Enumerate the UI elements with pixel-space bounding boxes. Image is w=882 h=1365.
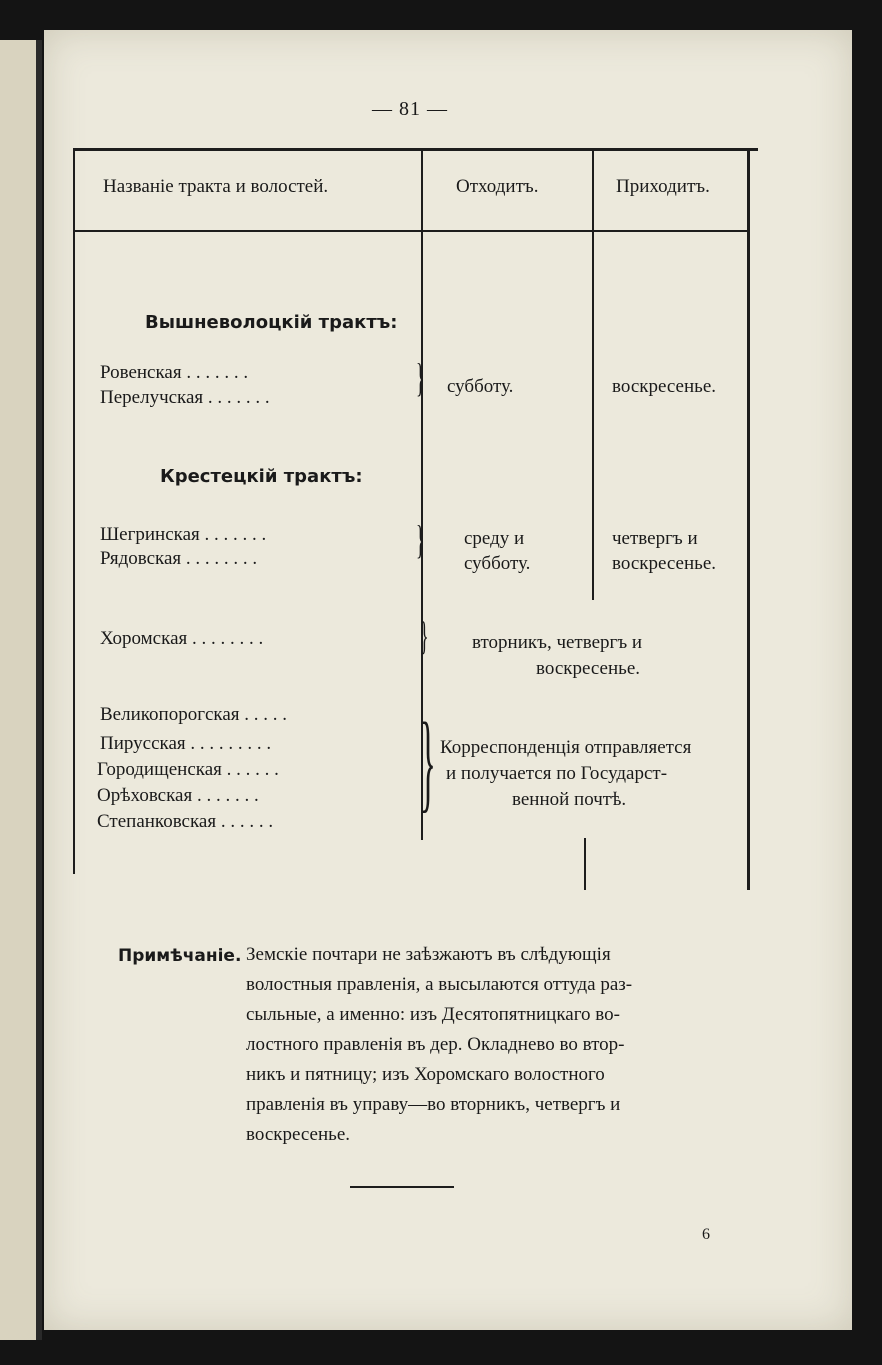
page-number: — 81 — bbox=[372, 98, 448, 120]
schedule-cell: воскресенье. bbox=[536, 658, 640, 679]
note-line: лостного правленія въ дер. Окладнево во втор- bbox=[246, 1034, 625, 1055]
note-line: Земскіе почтари не заѣзжаютъ въ слѣдующія bbox=[246, 944, 611, 965]
header-departs: Отходитъ. bbox=[456, 176, 539, 197]
signature-mark: 6 bbox=[702, 1226, 710, 1243]
schedule-cell: и получается по Государст- bbox=[446, 763, 668, 784]
schedule-cell: Корреспонденція отправляется bbox=[440, 737, 692, 758]
brace: } bbox=[416, 355, 425, 400]
brace: } bbox=[420, 613, 429, 658]
header-arrives: Приходитъ. bbox=[616, 176, 710, 197]
note-text bbox=[246, 940, 756, 1150]
note-line: волостныя правленія, а высылаются оттуда раз- bbox=[246, 974, 633, 995]
table-row: Хоромская . . . . . . . . bbox=[100, 628, 264, 649]
table-row: Рядовская . . . . . . . . bbox=[100, 548, 258, 569]
arrives-cell: четвергъ и bbox=[612, 528, 698, 549]
departs-cell: среду и bbox=[464, 528, 525, 549]
schedule-cell: вторникъ, четвергъ и bbox=[472, 632, 643, 653]
note-line: правленія въ управу—во вторникъ, четвергъ и bbox=[246, 1094, 621, 1115]
arrives-cell: воскресенье. bbox=[612, 376, 716, 397]
table-row: Перелучская . . . . . . . bbox=[100, 387, 270, 408]
arrives-cell: воскресенье. bbox=[612, 553, 716, 574]
table-row: Степанковская . . . . . . bbox=[97, 811, 274, 832]
section-title-vyshnevolotsky: Вышневолоцкій трактъ: bbox=[145, 312, 398, 333]
closing-rule bbox=[350, 1186, 454, 1188]
table-right-border bbox=[747, 148, 750, 890]
departs-cell: субботу. bbox=[464, 553, 531, 574]
table-header-divider bbox=[74, 230, 750, 232]
note-line: воскресенье. bbox=[246, 1124, 350, 1145]
column-divider-2-bottom bbox=[584, 838, 586, 890]
brace: } bbox=[420, 700, 436, 822]
table-row: Великопорогская . . . . . bbox=[100, 704, 288, 725]
table-left-border bbox=[73, 148, 75, 874]
table-row: Ровенская . . . . . . . bbox=[100, 362, 249, 383]
table-top-border bbox=[74, 148, 758, 151]
brace: } bbox=[416, 517, 425, 562]
note-label: Примѣчаніе. bbox=[118, 946, 242, 966]
note-line: никъ и пятницу; изъ Хоромскаго волостного bbox=[246, 1064, 605, 1085]
table-row: Пирусская . . . . . . . . . bbox=[100, 733, 272, 754]
header-route: Названіе тракта и волостей. bbox=[103, 176, 329, 197]
previous-page-edge bbox=[0, 40, 36, 1340]
note-line: сыльные, а именно: изъ Десятопятницкаго во- bbox=[246, 1004, 620, 1025]
section-title-krestetsky: Крестецкій трактъ: bbox=[160, 466, 363, 487]
table-row: Городищенская . . . . . . bbox=[97, 759, 279, 780]
schedule-cell: венной почтѣ. bbox=[512, 789, 627, 810]
departs-cell: субботу. bbox=[447, 376, 514, 397]
table-row: Орѣховская . . . . . . . bbox=[97, 785, 259, 806]
table-row: Шегринская . . . . . . . bbox=[100, 524, 267, 545]
column-divider-2 bbox=[592, 150, 594, 600]
